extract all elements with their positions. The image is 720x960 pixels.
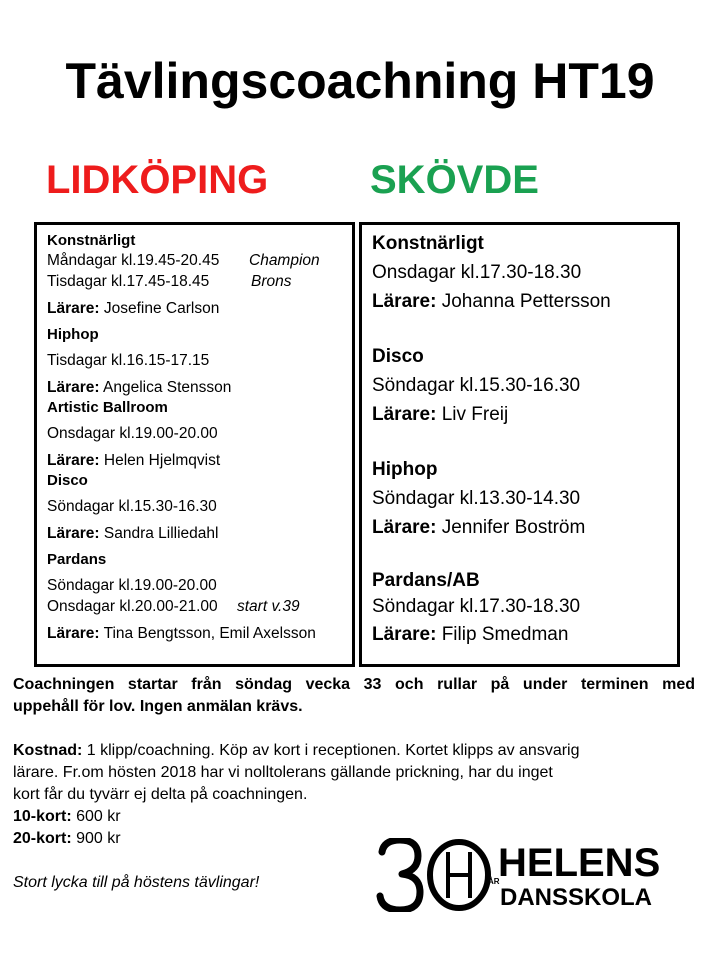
start-info-line: Coachningen startar från söndag vecka 33 och rullar på under terminen med bbox=[13, 676, 695, 693]
teacher-name: Helen Hjelmqvist bbox=[103, 452, 221, 469]
price-10-line bbox=[13, 806, 695, 828]
lid-teacher-line bbox=[47, 523, 344, 544]
teacher-name: Jennifer Boström bbox=[441, 517, 586, 538]
skv-section-heading: Hiphop bbox=[372, 459, 438, 480]
lid-level-label: Brons bbox=[251, 273, 292, 290]
logo-small-text: ÅR bbox=[488, 877, 500, 886]
lid-schedule-text: Tisdagar kl.16.15-17.15 bbox=[47, 352, 210, 369]
lid-teacher-line bbox=[47, 298, 344, 319]
skv-section bbox=[372, 455, 669, 542]
lid-schedule-text: Måndagar kl.19.45-20.45 bbox=[47, 252, 220, 269]
teacher-label: Lärare: bbox=[372, 624, 437, 645]
skv-teacher-line bbox=[372, 620, 669, 649]
skv-section-heading: Disco bbox=[372, 346, 424, 367]
skv-schedule-text: Söndagar kl.13.30-14.30 bbox=[372, 488, 581, 509]
teacher-name: Angelica Stensson bbox=[103, 379, 232, 396]
skv-section bbox=[372, 568, 669, 649]
lid-schedule-line bbox=[47, 250, 344, 271]
lid-teacher-line bbox=[47, 623, 344, 644]
lid-schedule-text: Tisdagar kl.17.45-18.45 bbox=[47, 273, 210, 290]
start-info-line: uppehåll för lov. Ingen anmälan krävs. bbox=[13, 698, 303, 715]
lid-schedule-text: Onsdagar kl.19.00-20.00 bbox=[47, 425, 218, 442]
lid-schedule-line bbox=[47, 271, 344, 292]
skv-section bbox=[372, 342, 669, 429]
teacher-name: Liv Freij bbox=[441, 404, 509, 425]
cost-text: 1 klipp/coachning. Köp av kort i receptionen. Kortet klipps av ansvarig bbox=[82, 742, 580, 759]
teacher-name: Johanna Pettersson bbox=[441, 291, 611, 312]
logo-name-line2: DANSSKOLA bbox=[500, 884, 653, 911]
teacher-label: Lärare: bbox=[372, 404, 437, 425]
skv-schedule-text: Söndagar kl.15.30-16.30 bbox=[372, 375, 581, 396]
city-heading-skovde: SKÖVDE bbox=[370, 158, 539, 202]
lid-teacher-line bbox=[47, 450, 344, 471]
lid-schedule-line bbox=[47, 596, 344, 617]
teacher-label: Lärare: bbox=[47, 525, 100, 542]
teacher-label: Lärare: bbox=[47, 300, 100, 317]
lid-section-heading: Disco bbox=[47, 472, 88, 489]
skv-schedule-text: Onsdagar kl.17.30-18.30 bbox=[372, 262, 582, 283]
page-title: Tävlingscoachning HT19 bbox=[65, 53, 655, 109]
closing-text: Stort lycka till på höstens tävlingar! bbox=[13, 874, 260, 891]
lid-schedule-text: Söndagar kl.15.30-16.30 bbox=[47, 498, 217, 515]
skv-section-heading: Konstnärligt bbox=[372, 233, 484, 254]
skv-section bbox=[372, 229, 669, 316]
lid-section-heading: Konstnärligt bbox=[47, 232, 136, 249]
skv-teacher-line bbox=[372, 513, 669, 542]
card20-price: 900 kr bbox=[71, 830, 121, 847]
lid-section-heading: Hiphop bbox=[47, 326, 99, 343]
cost-line: kort får du tyvärr ej delta på coachningen. bbox=[13, 786, 308, 803]
teacher-name: Sandra Lilliedahl bbox=[103, 525, 219, 542]
lid-start-note: start v.39 bbox=[237, 598, 300, 615]
skv-teacher-line bbox=[372, 400, 669, 429]
cost-line: lärare. Fr.om hösten 2018 har vi nolltolerans gällande prickning, har du inget bbox=[13, 764, 553, 781]
lid-schedule-text: Söndagar kl.19.00-20.00 bbox=[47, 577, 217, 594]
lidkoping-schedule-box bbox=[34, 222, 355, 667]
teacher-name: Tina Bengtsson, Emil Axelsson bbox=[103, 625, 316, 642]
card20-label: 20-kort: bbox=[13, 830, 72, 847]
skv-teacher-line bbox=[372, 287, 669, 316]
teacher-label: Lärare: bbox=[372, 291, 437, 312]
lid-section-heading: Artistic Ballroom bbox=[47, 399, 168, 416]
teacher-label: Lärare: bbox=[47, 452, 100, 469]
card10-label: 10-kort: bbox=[13, 808, 72, 825]
lid-level-label: Champion bbox=[249, 252, 320, 269]
logo-name-line1: HELENS bbox=[498, 841, 661, 885]
skovde-schedule-box bbox=[359, 222, 680, 667]
lid-schedule-text: Onsdagar kl.20.00-21.00 bbox=[47, 598, 218, 615]
lid-teacher-line bbox=[47, 377, 344, 398]
city-heading-lidkoping: LIDKÖPING bbox=[46, 158, 269, 202]
cost-line bbox=[13, 740, 695, 762]
teacher-label: Lärare: bbox=[47, 379, 100, 396]
skv-section-heading: Pardans/AB bbox=[372, 570, 480, 591]
card10-price: 600 kr bbox=[71, 808, 121, 825]
teacher-name: Filip Smedman bbox=[441, 624, 569, 645]
cost-label: Kostnad: bbox=[13, 742, 83, 759]
teacher-label: Lärare: bbox=[47, 625, 100, 642]
skv-schedule-text: Söndagar kl.17.30-18.30 bbox=[372, 596, 581, 617]
lid-section-heading: Pardans bbox=[47, 551, 107, 568]
teacher-name: Josefine Carlson bbox=[103, 300, 220, 317]
teacher-label: Lärare: bbox=[372, 517, 437, 538]
helens-dansskola-logo bbox=[376, 838, 686, 912]
